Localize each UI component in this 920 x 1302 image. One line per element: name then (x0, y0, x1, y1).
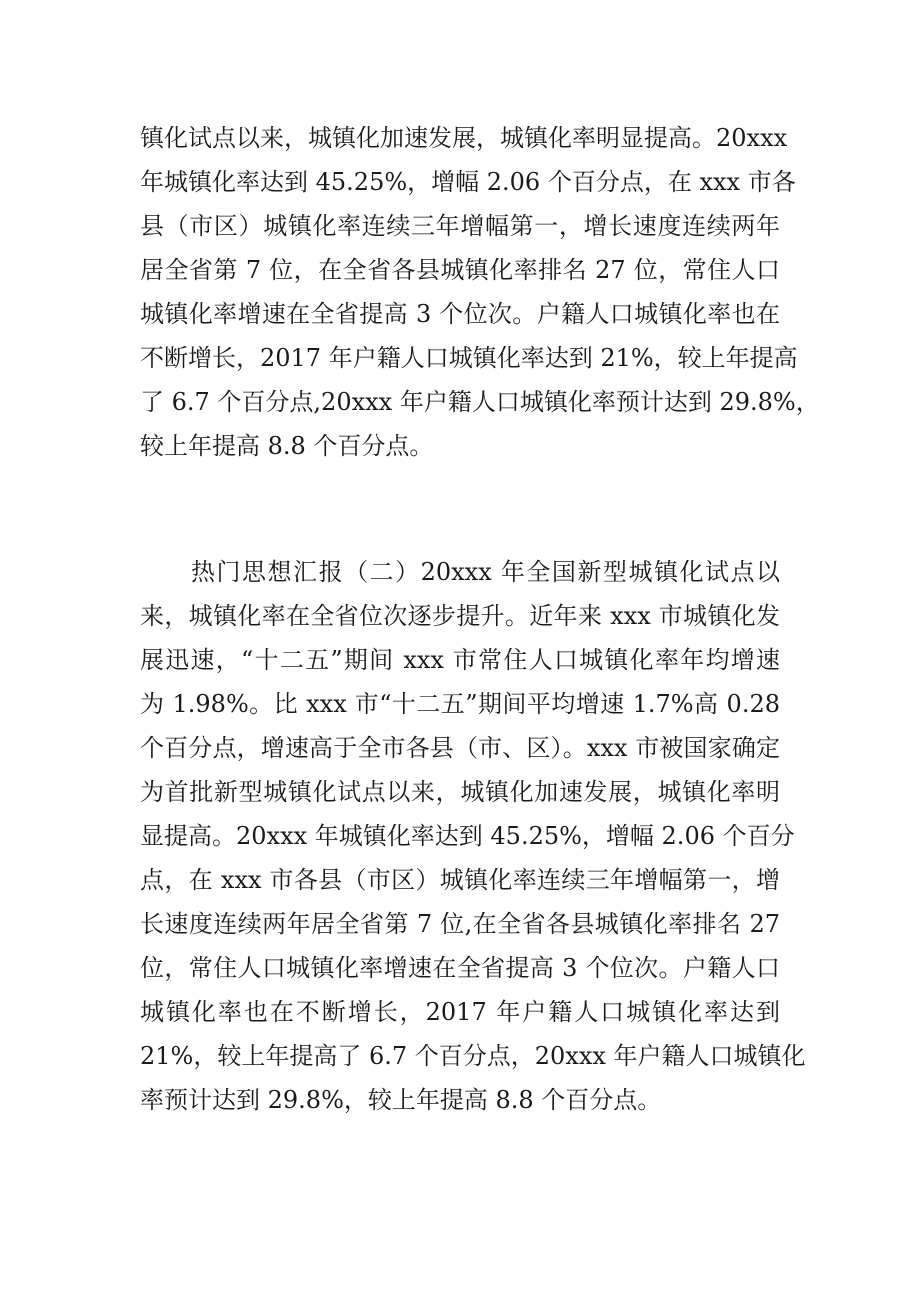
text-line: 较上年提高 8.8 个百分点。 (140, 432, 434, 460)
text-line: 不断增长，2017 年户籍人口城镇化率达到 21%，较上年提高 (140, 344, 798, 372)
text-line: 了 6.7 个百分点,20xxx 年户籍人口城镇化率预计达到 29.8%， (140, 388, 820, 416)
text-line: 21%，较上年提高了 6.7 个百分点，20xxx 年户籍人口城镇化 (140, 1042, 806, 1070)
text-line: 县（市区）城镇化率连续三年增幅第一，增长速度连续两年 (140, 212, 780, 240)
paragraph-2 (140, 550, 806, 1122)
text-line: 来，城镇化率在全省位次逐步提升。近年来 xxx 市城镇化发 (140, 602, 780, 630)
text-line: 城镇化率增速在全省提高 3 个位次。户籍人口城镇化率也在 (140, 300, 780, 328)
text-line: 长速度连续两年居全省第 7 位,在全省各县城镇化率排名 27 (140, 910, 780, 938)
text-line: 点，在 xxx 市各县（市区）城镇化率连续三年增幅第一，增 (140, 866, 780, 894)
text-line: 显提高。20xxx 年城镇化率达到 45.25%，增幅 2.06 个百分 (140, 822, 795, 850)
text-line: 为 1.98%。比 xxx 市“十二五”期间平均增速 1.7%高 0.28 (140, 690, 780, 718)
text-line: 居全省第 7 位，在全省各县城镇化率排名 27 位，常住人口 (140, 256, 780, 284)
text-line: 率预计达到 29.8%，较上年提高 8.8 个百分点。 (140, 1086, 662, 1114)
text-line: 位，常住人口城镇化率增速在全省提高 3 个位次。户籍人口 (140, 954, 780, 982)
text-line: 镇化试点以来，城镇化加速发展，城镇化率明显提高。20xxx (140, 124, 788, 152)
text-line: 个百分点，增速高于全市各县（市、区）。xxx 市被国家确定 (140, 734, 780, 762)
text-line: 展迅速，“十二五”期间 xxx 市常住人口城镇化率年均增速 (140, 646, 780, 674)
text-line: 城镇化率也在不断增长，2017 年户籍人口城镇化率达到 (140, 998, 780, 1026)
text-line: 为首批新型城镇化试点以来，城镇化加速发展，城镇化率明 (140, 778, 780, 806)
text-line: 年城镇化率达到 45.25%，增幅 2.06 个百分点，在 xxx 市各 (140, 168, 796, 196)
paragraph-1 (140, 116, 820, 468)
text-line: 热门思想汇报（二）20xxx 年全国新型城镇化试点以 (140, 558, 780, 586)
